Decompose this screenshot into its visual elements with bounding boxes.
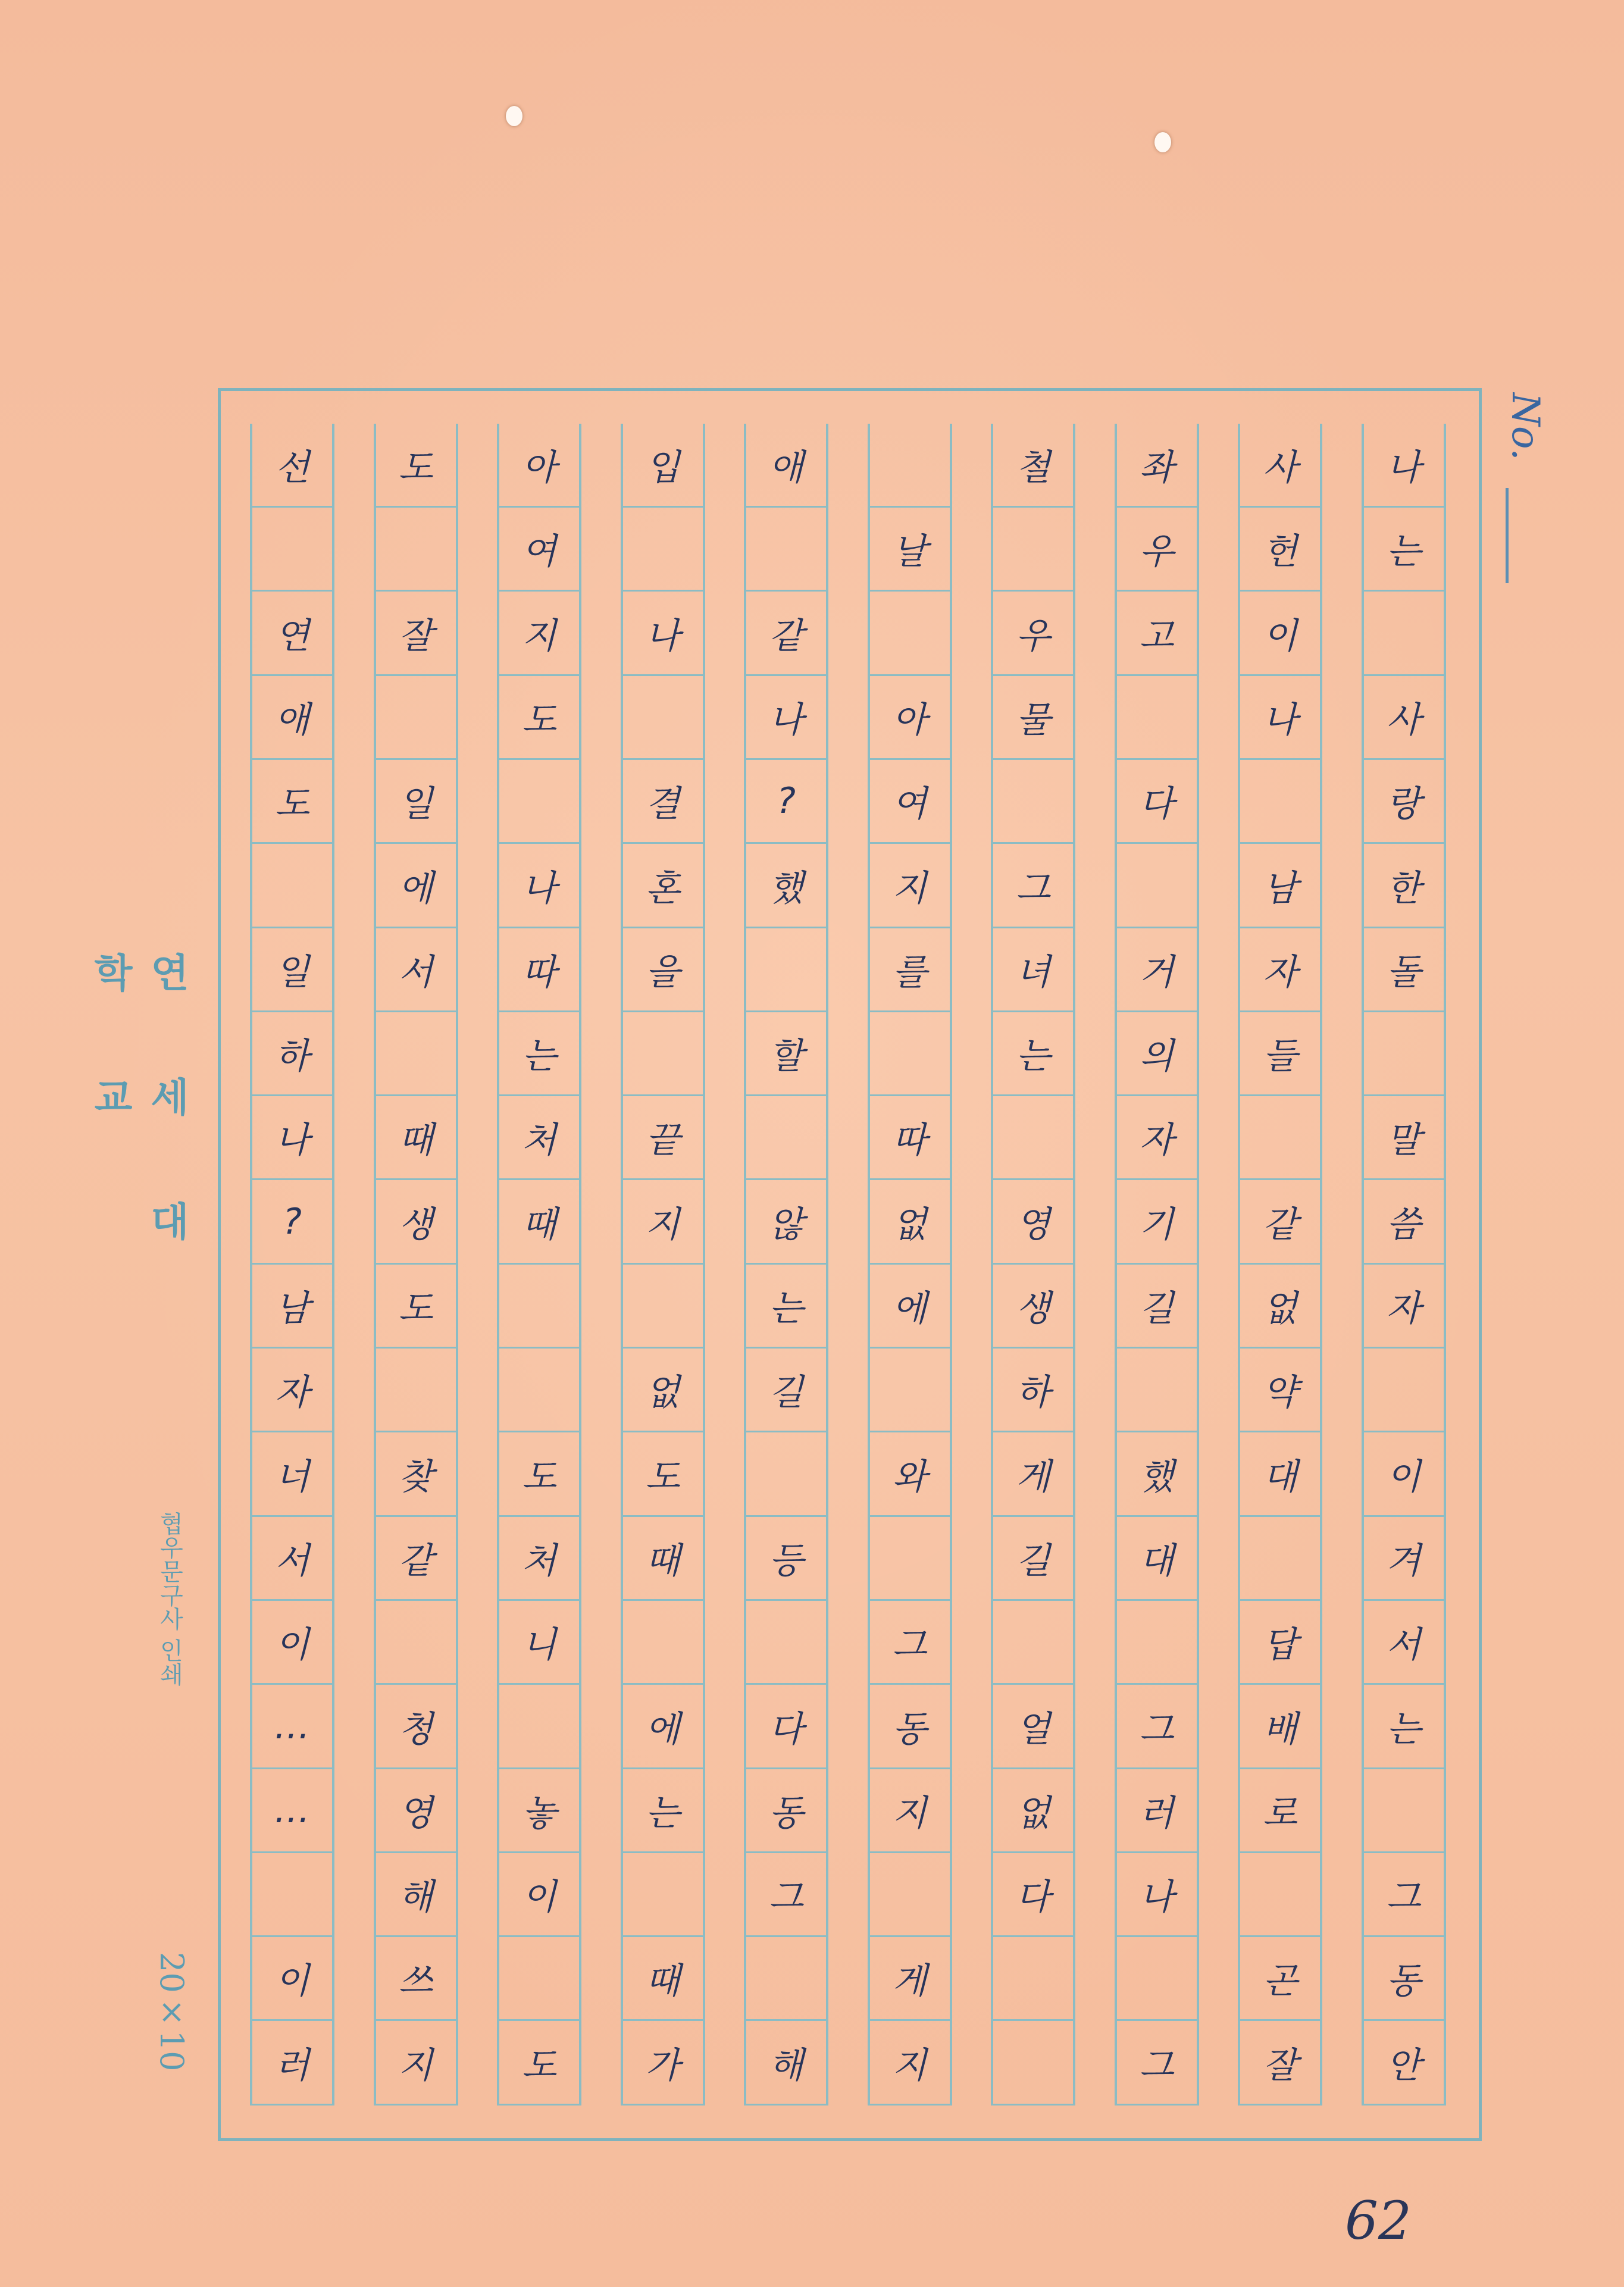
manuscript-cell [252, 844, 332, 928]
manuscript-cell: 동 [870, 1685, 950, 1769]
manuscript-cell: 혼 [623, 844, 703, 928]
manuscript-cell: 따 [870, 1096, 950, 1180]
manuscript-cell: 그 [1117, 2022, 1197, 2105]
manuscript-cell [870, 1012, 950, 1096]
manuscript-cell: 처 [499, 1096, 579, 1180]
manuscript-column [744, 424, 828, 2105]
punch-hole-right [1154, 132, 1171, 152]
manuscript-cell: 자 [1364, 1265, 1444, 1349]
manuscript-cell [746, 928, 826, 1012]
manuscript-cell: 는 [1364, 508, 1444, 592]
manuscript-cell: 나 [252, 1096, 332, 1180]
manuscript-cell: 그 [1117, 1685, 1197, 1769]
number-label: No. [1503, 393, 1547, 461]
manuscript-cell: 나 [1240, 676, 1320, 760]
manuscript-cell: 그 [1364, 1853, 1444, 1937]
manuscript-cell: 가 [623, 2022, 703, 2105]
manuscript-cell: 로 [1240, 1769, 1320, 1853]
manuscript-cell: 잘 [376, 592, 456, 676]
manuscript-grid [250, 424, 1452, 2105]
manuscript-cell [623, 1012, 703, 1096]
manuscript-cell: 는 [746, 1265, 826, 1349]
manuscript-cell: 없 [870, 1181, 950, 1265]
manuscript-cell: 한 [1364, 844, 1444, 928]
manuscript-cell [499, 1937, 579, 2021]
manuscript-cell [376, 676, 456, 760]
manuscript-cell: 지 [499, 592, 579, 676]
manuscript-cell [1364, 1769, 1444, 1853]
manuscript-cell: 그 [746, 1853, 826, 1937]
manuscript-cell [376, 1012, 456, 1096]
manuscript-cell: 생 [376, 1181, 456, 1265]
manuscript-column [868, 424, 952, 2105]
manuscript-cell: 같 [376, 1517, 456, 1601]
manuscript-cell [993, 760, 1073, 844]
manuscript-cell: 없 [623, 1349, 703, 1432]
manuscript-cell: 헌 [1240, 508, 1320, 592]
manuscript-column [991, 424, 1075, 2105]
manuscript-cell: 남 [1240, 844, 1320, 928]
manuscript-cell: 연 [252, 592, 332, 676]
manuscript-cell: 여 [499, 508, 579, 592]
manuscript-cell [1117, 844, 1197, 928]
manuscript-cell: 선 [252, 424, 332, 508]
manuscript-cell [993, 1096, 1073, 1180]
manuscript-cell: 답 [1240, 1601, 1320, 1685]
manuscript-cell: 의 [1117, 1012, 1197, 1096]
manuscript-cell: 일 [252, 928, 332, 1012]
manuscript-cell: 했 [1117, 1433, 1197, 1517]
manuscript-cell [993, 508, 1073, 592]
manuscript-cell: 들 [1240, 1012, 1320, 1096]
manuscript-cell: 배 [1240, 1685, 1320, 1769]
manuscript-cell: 동 [746, 1769, 826, 1853]
manuscript-cell: 자 [1117, 1096, 1197, 1180]
manuscript-cell: 때 [623, 1937, 703, 2021]
manuscript-cell: 쓰 [376, 1937, 456, 2021]
manuscript-cell: 도 [252, 760, 332, 844]
manuscript-cell: 처 [499, 1517, 579, 1601]
manuscript-cell: 하 [993, 1349, 1073, 1432]
manuscript-column [1362, 424, 1446, 2105]
manuscript-cell [623, 1265, 703, 1349]
manuscript-cell: 에 [376, 844, 456, 928]
manuscript-cell: 잘 [1240, 2022, 1320, 2105]
manuscript-cell [746, 508, 826, 592]
manuscript-cell: 다 [1117, 760, 1197, 844]
manuscript-cell: 자 [252, 1349, 332, 1432]
manuscript-cell: 일 [376, 760, 456, 844]
manuscript-cell: 랑 [1364, 760, 1444, 844]
manuscript-cell: 애 [746, 424, 826, 508]
manuscript-cell: 너 [252, 1433, 332, 1517]
manuscript-cell: 이 [1240, 592, 1320, 676]
manuscript-cell [252, 1853, 332, 1937]
page-number: 62 [1345, 2190, 1412, 2251]
manuscript-cell: 동 [1364, 1937, 1444, 2021]
manuscript-cell: 겨 [1364, 1517, 1444, 1601]
manuscript-cell: 이 [499, 1853, 579, 1937]
manuscript-cell: 아 [870, 676, 950, 760]
manuscript-cell [1240, 1853, 1320, 1937]
manuscript-cell: 생 [993, 1265, 1073, 1349]
manuscript-cell: … [252, 1685, 332, 1769]
manuscript-cell [1117, 1349, 1197, 1432]
manuscript-cell: 도 [499, 2022, 579, 2105]
manuscript-cell: 에 [870, 1265, 950, 1349]
manuscript-cell [623, 1601, 703, 1685]
manuscript-cell: 니 [499, 1601, 579, 1685]
manuscript-cell [499, 1265, 579, 1349]
manuscript-cell: 러 [252, 2022, 332, 2105]
manuscript-cell: 대 [1117, 1517, 1197, 1601]
manuscript-cell: 철 [993, 424, 1073, 508]
manuscript-cell: 는 [623, 1769, 703, 1853]
manuscript-cell: 를 [870, 928, 950, 1012]
manuscript-cell: 영 [376, 1769, 456, 1853]
manuscript-cell: 얼 [993, 1685, 1073, 1769]
manuscript-cell: 와 [870, 1433, 950, 1517]
manuscript-column [1238, 424, 1322, 2105]
manuscript-cell: 는 [993, 1012, 1073, 1096]
manuscript-cell: 물 [993, 676, 1073, 760]
manuscript-cell: 않 [746, 1181, 826, 1265]
manuscript-cell: 애 [252, 676, 332, 760]
manuscript-cell [623, 508, 703, 592]
manuscript-cell: 같 [746, 592, 826, 676]
manuscript-cell: 도 [376, 1265, 456, 1349]
manuscript-cell: 대 [1240, 1433, 1320, 1517]
manuscript-cell: 다 [746, 1685, 826, 1769]
manuscript-cell: 결 [623, 760, 703, 844]
manuscript-cell: 좌 [1117, 424, 1197, 508]
manuscript-cell: 이 [1364, 1433, 1444, 1517]
manuscript-cell: 서 [376, 928, 456, 1012]
manuscript-cell: 는 [1364, 1685, 1444, 1769]
manuscript-cell [870, 592, 950, 676]
manuscript-cell: 씀 [1364, 1181, 1444, 1265]
manuscript-cell: 우 [1117, 508, 1197, 592]
manuscript-cell [376, 508, 456, 592]
manuscript-cell: 없 [1240, 1265, 1320, 1349]
manuscript-cell [499, 760, 579, 844]
manuscript-cell [870, 1517, 950, 1601]
manuscript-cell: 때 [623, 1517, 703, 1601]
manuscript-cell: 사 [1240, 424, 1320, 508]
manuscript-column [497, 424, 581, 2105]
manuscript-cell: 하 [252, 1012, 332, 1096]
manuscript-cell [499, 1349, 579, 1432]
manuscript-cell [1364, 1349, 1444, 1432]
manuscript-cell: 지 [376, 2022, 456, 2105]
manuscript-cell: 때 [376, 1096, 456, 1180]
manuscript-cell [1364, 592, 1444, 676]
manuscript-cell [1240, 760, 1320, 844]
manuscript-cell [252, 508, 332, 592]
paper-size-label: 20×10 [153, 1952, 190, 2072]
manuscript-cell: 우 [993, 592, 1073, 676]
manuscript-cell: 했 [746, 844, 826, 928]
manuscript-cell: 할 [746, 1012, 826, 1096]
manuscript-cell: 곤 [1240, 1937, 1320, 2021]
manuscript-cell: 말 [1364, 1096, 1444, 1180]
manuscript-cell: 날 [870, 508, 950, 592]
manuscript-cell: 남 [252, 1265, 332, 1349]
manuscript-cell: 여 [870, 760, 950, 844]
manuscript-cell: … [252, 1769, 332, 1853]
manuscript-cell [870, 1349, 950, 1432]
manuscript-cell [746, 1601, 826, 1685]
manuscript-cell: 도 [376, 424, 456, 508]
manuscript-cell: 기 [1117, 1181, 1197, 1265]
manuscript-cell: 사 [1364, 676, 1444, 760]
manuscript-cell [1240, 1096, 1320, 1180]
manuscript-column [250, 424, 334, 2105]
manuscript-cell: ? [746, 760, 826, 844]
manuscript-cell [1117, 676, 1197, 760]
manuscript-cell [623, 676, 703, 760]
manuscript-cell: 찾 [376, 1433, 456, 1517]
manuscript-cell [746, 1937, 826, 2021]
manuscript-cell: 도 [623, 1433, 703, 1517]
printer-label: 협우문구사 인쇄 [156, 1512, 183, 1686]
manuscript-cell [376, 1601, 456, 1685]
manuscript-cell: 나 [1364, 424, 1444, 508]
manuscript-cell: 같 [1240, 1181, 1320, 1265]
manuscript-cell: 녀 [993, 928, 1073, 1012]
manuscript-cell [1117, 1937, 1197, 2021]
manuscript-cell [499, 1685, 579, 1769]
manuscript-cell: 나 [746, 676, 826, 760]
manuscript-cell: 다 [993, 1853, 1073, 1937]
manuscript-cell: 끝 [623, 1096, 703, 1180]
manuscript-cell: 을 [623, 928, 703, 1012]
manuscript-cell: 나 [499, 844, 579, 928]
manuscript-cell [746, 1433, 826, 1517]
manuscript-cell: 지 [870, 2022, 950, 2105]
manuscript-cell: 게 [870, 1937, 950, 2021]
manuscript-column [1115, 424, 1199, 2105]
manuscript-cell: 서 [1364, 1601, 1444, 1685]
manuscript-cell: 길 [993, 1517, 1073, 1601]
manuscript-cell: 그 [870, 1601, 950, 1685]
manuscript-cell [993, 1937, 1073, 2021]
manuscript-cell: 자 [1240, 928, 1320, 1012]
manuscript-cell [1240, 1517, 1320, 1601]
manuscript-cell [1364, 1012, 1444, 1096]
manuscript-cell: 안 [1364, 2022, 1444, 2105]
manuscript-cell: 게 [993, 1433, 1073, 1517]
manuscript-cell: 거 [1117, 928, 1197, 1012]
manuscript-cell [870, 424, 950, 508]
manuscript-cell [993, 1601, 1073, 1685]
manuscript-cell: 도 [499, 676, 579, 760]
manuscript-cell: 입 [623, 424, 703, 508]
manuscript-cell [993, 2022, 1073, 2105]
manuscript-column [374, 424, 458, 2105]
manuscript-cell: 해 [376, 1853, 456, 1937]
manuscript-cell: 지 [870, 844, 950, 928]
manuscript-cell: 나 [1117, 1853, 1197, 1937]
manuscript-cell: 약 [1240, 1349, 1320, 1432]
manuscript-cell [746, 1096, 826, 1180]
manuscript-cell: 없 [993, 1769, 1073, 1853]
manuscript-cell: 따 [499, 928, 579, 1012]
university-label: 연 세 대 학 교 [87, 952, 190, 1276]
manuscript-cell: 길 [1117, 1265, 1197, 1349]
number-underline [1506, 488, 1509, 583]
manuscript-cell: 청 [376, 1685, 456, 1769]
manuscript-cell: 는 [499, 1012, 579, 1096]
manuscript-cell: 도 [499, 1433, 579, 1517]
manuscript-cell: 이 [252, 1937, 332, 2021]
manuscript-cell: 등 [746, 1517, 826, 1601]
manuscript-cell: ? [252, 1181, 332, 1265]
manuscript-cell: 그 [993, 844, 1073, 928]
manuscript-column [621, 424, 705, 2105]
manuscript-cell: 에 [623, 1685, 703, 1769]
punch-hole-left [506, 106, 522, 126]
manuscript-cell [376, 1349, 456, 1432]
manuscript-cell: 러 [1117, 1769, 1197, 1853]
manuscript-cell: 때 [499, 1181, 579, 1265]
manuscript-cell: 지 [870, 1769, 950, 1853]
manuscript-cell: 아 [499, 424, 579, 508]
manuscript-cell [870, 1853, 950, 1937]
manuscript-cell: 이 [252, 1601, 332, 1685]
manuscript-cell [623, 1853, 703, 1937]
manuscript-cell: 나 [623, 592, 703, 676]
manuscript-cell [1117, 1601, 1197, 1685]
manuscript-cell: 해 [746, 2022, 826, 2105]
manuscript-cell: 돌 [1364, 928, 1444, 1012]
manuscript-cell: 영 [993, 1181, 1073, 1265]
manuscript-cell: 길 [746, 1349, 826, 1432]
manuscript-cell: 놓 [499, 1769, 579, 1853]
manuscript-cell: 지 [623, 1181, 703, 1265]
manuscript-cell: 서 [252, 1517, 332, 1601]
manuscript-cell: 고 [1117, 592, 1197, 676]
